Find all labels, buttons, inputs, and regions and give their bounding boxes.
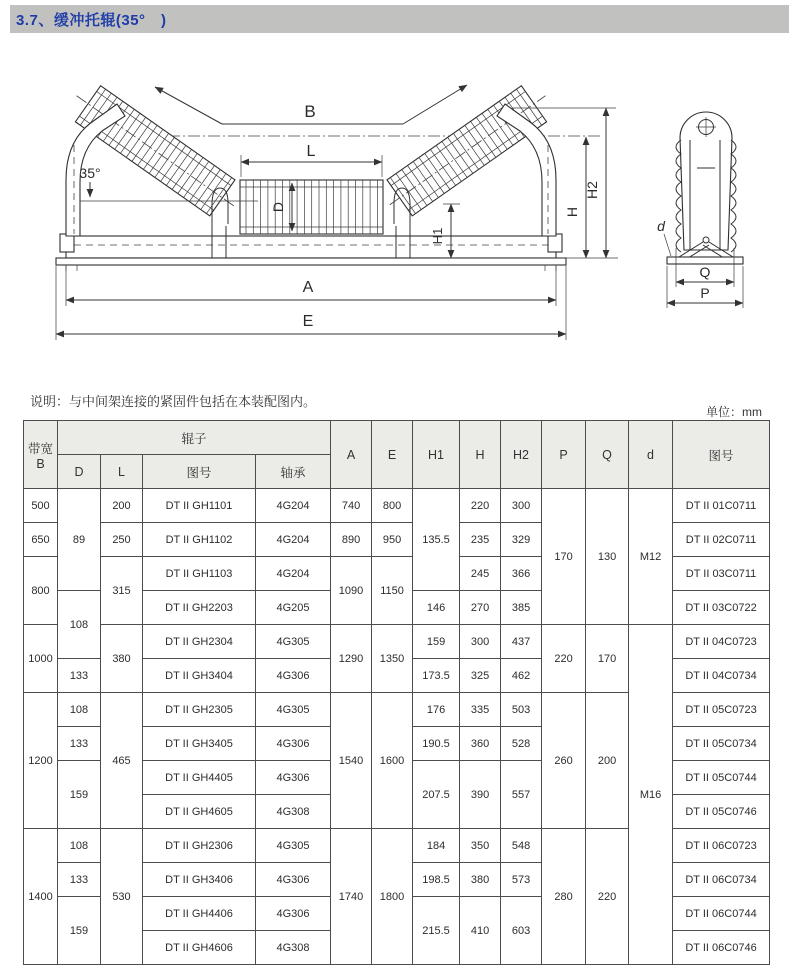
- table-cell: 4G306: [256, 897, 331, 931]
- table-cell: 146: [413, 591, 460, 625]
- table-cell: 380: [101, 625, 143, 693]
- spec-table: [23, 420, 770, 965]
- dim-label-h2: H2: [584, 181, 600, 199]
- table-cell: 335: [460, 693, 501, 727]
- table-cell: DT II 06C0744: [673, 897, 770, 931]
- table-cell: 108: [58, 591, 101, 659]
- table-cell: 465: [101, 693, 143, 829]
- table-cell: 300: [460, 625, 501, 659]
- table-cell: 385: [501, 591, 542, 625]
- col-header-roller-group: 辊子: [58, 421, 331, 455]
- table-cell: DT II 05C0744: [673, 761, 770, 795]
- dim-label-h1: H1: [430, 227, 445, 245]
- table-cell: M16: [629, 625, 673, 965]
- dim-label-h: H: [564, 206, 580, 218]
- table-cell: 4G308: [256, 931, 331, 965]
- table-cell: 4G305: [256, 829, 331, 863]
- table-cell: 270: [460, 591, 501, 625]
- table-cell: 437: [501, 625, 542, 659]
- table-row: [24, 489, 770, 523]
- table-cell: DT II 06C0734: [673, 863, 770, 897]
- table-cell: 4G204: [256, 523, 331, 557]
- table-cell: DT II GH2203: [143, 591, 256, 625]
- table-cell: 573: [501, 863, 542, 897]
- table-cell: 235: [460, 523, 501, 557]
- table-cell: 133: [58, 659, 101, 693]
- dim-label-p: P: [700, 285, 710, 301]
- table-cell: 170: [586, 625, 629, 693]
- table-cell: DT II GH2304: [143, 625, 256, 659]
- col-header-q: Q: [586, 421, 629, 489]
- table-cell: DT II GH4605: [143, 795, 256, 829]
- table-cell: 329: [501, 523, 542, 557]
- side-view: [657, 112, 743, 308]
- table-cell: DT II GH3405: [143, 727, 256, 761]
- table-cell: 108: [58, 829, 101, 863]
- col-header-d: d: [629, 421, 673, 489]
- col-header-e: E: [372, 421, 413, 489]
- table-cell: 4G305: [256, 693, 331, 727]
- table-cell: 159: [58, 761, 101, 829]
- table-cell: DT II 05C0723: [673, 693, 770, 727]
- table-cell: DT II 03C0711: [673, 557, 770, 591]
- col-header-h2: H2: [501, 421, 542, 489]
- col-header-roller-l: L: [101, 455, 143, 489]
- table-cell: 133: [58, 863, 101, 897]
- col-header-p: P: [542, 421, 586, 489]
- table-cell: 130: [586, 489, 629, 625]
- table-cell: DT II 01C0711: [673, 489, 770, 523]
- table-cell: DT II GH3406: [143, 863, 256, 897]
- table-cell: DT II 04C0734: [673, 659, 770, 693]
- table-cell: 190.5: [413, 727, 460, 761]
- table-cell: 1540: [331, 693, 372, 829]
- table-cell: DT II GH4406: [143, 897, 256, 931]
- dim-label-b: B: [304, 102, 316, 121]
- table-cell: 410: [460, 897, 501, 965]
- col-header-bandwidth: [24, 421, 58, 489]
- dim-label-e: E: [302, 313, 314, 330]
- table-cell: 200: [586, 693, 629, 829]
- table-cell: 548: [501, 829, 542, 863]
- table-cell: 4G204: [256, 557, 331, 591]
- table-cell: 557: [501, 761, 542, 829]
- table-cell: 740: [331, 489, 372, 523]
- table-cell: 245: [460, 557, 501, 591]
- table-cell: DT II GH3404: [143, 659, 256, 693]
- right-wing-roller: [377, 82, 558, 223]
- table-cell: DT II GH1101: [143, 489, 256, 523]
- table-cell: DT II 02C0711: [673, 523, 770, 557]
- table-cell: 4G204: [256, 489, 331, 523]
- table-cell: 159: [413, 625, 460, 659]
- table-cell: 1350: [372, 625, 413, 693]
- table-cell: DT II 05C0734: [673, 727, 770, 761]
- table-cell: M12: [629, 489, 673, 625]
- table-cell: 207.5: [413, 761, 460, 829]
- table-cell: DT II 05C0746: [673, 795, 770, 829]
- table-cell: DT II 03C0722: [673, 591, 770, 625]
- table-cell: 1150: [372, 557, 413, 625]
- table-cell: 390: [460, 761, 501, 829]
- table-cell: 462: [501, 659, 542, 693]
- table-cell: 220: [586, 829, 629, 965]
- col-header-a: A: [331, 421, 372, 489]
- unit-label: 单位：mm: [706, 405, 762, 419]
- col-header-h: H: [460, 421, 501, 489]
- table-cell: 1400: [24, 829, 58, 965]
- col-header-roller-bearing: 轴承: [256, 455, 331, 489]
- table-cell: 4G306: [256, 863, 331, 897]
- table-cell: 1290: [331, 625, 372, 693]
- table-cell: 1740: [331, 829, 372, 965]
- note-text: 说明：与中间架连接的紧固件包括在本装配图内。: [30, 394, 317, 409]
- col-header-roller-d: D: [58, 455, 101, 489]
- table-cell: 4G305: [256, 625, 331, 659]
- table-cell: 1200: [24, 693, 58, 829]
- table-cell: 950: [372, 523, 413, 557]
- table-cell: 89: [58, 489, 101, 591]
- table-cell: 1600: [372, 693, 413, 829]
- table-header: [24, 421, 770, 489]
- table-cell: 198.5: [413, 863, 460, 897]
- table-cell: DT II 04C0723: [673, 625, 770, 659]
- table-cell: 250: [101, 523, 143, 557]
- section-title-bar: [10, 5, 789, 33]
- base-frame: [56, 234, 566, 271]
- table-cell: 1090: [331, 557, 372, 625]
- table-cell: 528: [501, 727, 542, 761]
- dim-label-d-bolt: d: [657, 218, 665, 234]
- table-cell: 159: [58, 897, 101, 965]
- page-title: 3.7、缓冲托辊(35° ): [16, 11, 167, 29]
- table-cell: 1800: [372, 829, 413, 965]
- col-header-bandwidth-sym: B: [36, 456, 45, 471]
- table-cell: 108: [58, 693, 101, 727]
- dim-label-angle: 35°: [79, 165, 101, 181]
- table-cell: 530: [101, 829, 143, 965]
- table-cell: 280: [542, 829, 586, 965]
- left-wing-roller: [64, 82, 248, 225]
- table-cell: 500: [24, 489, 58, 523]
- dim-label-l: L: [306, 143, 316, 160]
- table-cell: 133: [58, 727, 101, 761]
- table-cell: 4G308: [256, 795, 331, 829]
- table-cell: 4G306: [256, 727, 331, 761]
- table-cell: 503: [501, 693, 542, 727]
- table-cell: 173.5: [413, 659, 460, 693]
- table-cell: 890: [331, 523, 372, 557]
- table-cell: 380: [460, 863, 501, 897]
- dim-label-q: Q: [699, 264, 711, 280]
- table-cell: 800: [372, 489, 413, 523]
- table-cell: 325: [460, 659, 501, 693]
- table-cell: 650: [24, 523, 58, 557]
- table-cell: 260: [542, 693, 586, 829]
- table-cell: DT II GH1102: [143, 523, 256, 557]
- table-cell: DT II GH2306: [143, 829, 256, 863]
- table-cell: DT II GH2305: [143, 693, 256, 727]
- table-cell: 135.5: [413, 489, 460, 591]
- spec-table-body: [24, 489, 770, 965]
- table-cell: DT II 06C0723: [673, 829, 770, 863]
- table-cell: 4G205: [256, 591, 331, 625]
- col-header-bandwidth-cn: 带宽: [27, 441, 53, 456]
- table-cell: 215.5: [413, 897, 460, 965]
- table-cell: 170: [542, 489, 586, 625]
- table-cell: 220: [542, 625, 586, 693]
- table-row: [24, 625, 770, 659]
- table-cell: 800: [24, 557, 58, 625]
- table-cell: 4G306: [256, 659, 331, 693]
- dim-label-a: A: [302, 279, 314, 296]
- dim-label-d-roller: D: [270, 201, 286, 213]
- table-cell: 220: [460, 489, 501, 523]
- col-header-roller-code: 图号: [143, 455, 256, 489]
- table-cell: 603: [501, 897, 542, 965]
- table-cell: 366: [501, 557, 542, 591]
- technical-drawing: [0, 82, 800, 344]
- table-cell: 176: [413, 693, 460, 727]
- center-roller: [240, 180, 383, 234]
- table-cell: DT II 06C0746: [673, 931, 770, 965]
- table-cell: DT II GH4405: [143, 761, 256, 795]
- table-cell: 200: [101, 489, 143, 523]
- table-cell: DT II GH4606: [143, 931, 256, 965]
- table-cell: 184: [413, 829, 460, 863]
- table-cell: 300: [501, 489, 542, 523]
- table-cell: 350: [460, 829, 501, 863]
- table-cell: 360: [460, 727, 501, 761]
- col-header-code: 图号: [673, 421, 770, 489]
- table-cell: 4G306: [256, 761, 331, 795]
- table-cell: DT II GH1103: [143, 557, 256, 591]
- col-header-h1: H1: [413, 421, 460, 489]
- table-cell: 315: [101, 557, 143, 625]
- main-view: [56, 82, 618, 340]
- table-cell: 1000: [24, 625, 58, 693]
